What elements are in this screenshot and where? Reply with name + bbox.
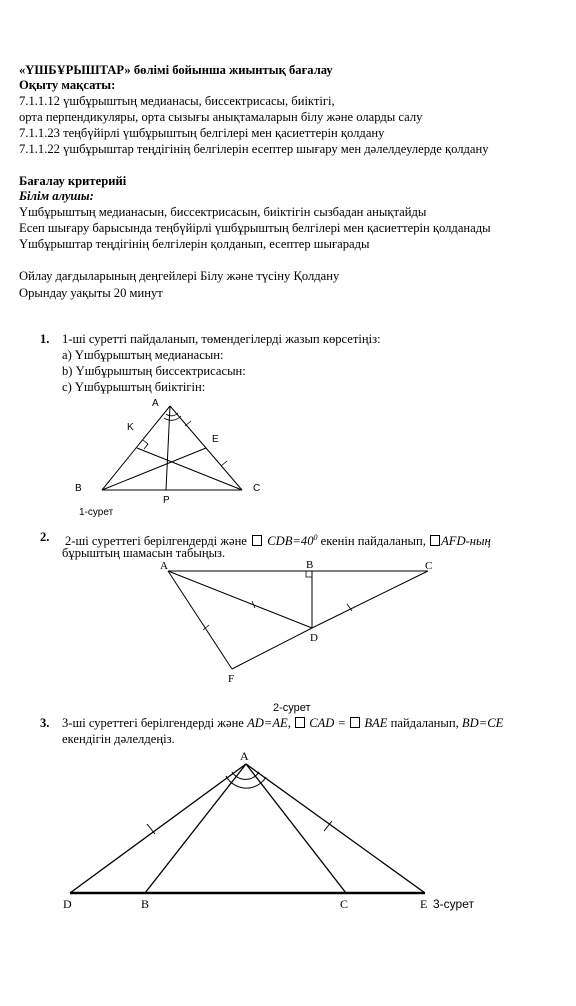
label-c: C	[425, 560, 433, 572]
goal-line: орта перпендикуляры, орта сызығы анықтамаларын білу және оларды салу	[19, 110, 423, 124]
q3-number: 3.	[40, 716, 50, 730]
q3-target: BD=CE	[461, 716, 504, 730]
label-d: D	[310, 632, 318, 644]
segment-ad	[70, 764, 246, 893]
q2-target: AFD-ның	[441, 534, 491, 549]
q2-text-line2: бұрыштың шамасын табыңыз.	[62, 546, 226, 560]
criteria-heading: Бағалау критерийі	[19, 174, 127, 188]
q1-item: b) Үшбұрыштың биссектрисасын:	[62, 364, 246, 378]
goal-line: 7.1.1.23 теңбүйірлі үшбұрыштың белгілері мен қасиеттерін қолдану	[19, 126, 385, 140]
q3-text-part: 3-ші суреттегі берілгендерді және	[62, 716, 244, 730]
figure-caption: 1-сурет	[79, 507, 114, 518]
q1-number: 1.	[40, 332, 50, 346]
q2-given: CDB=40	[267, 534, 314, 549]
segment-ab	[145, 764, 246, 893]
q1-item: a) Үшбұрыштың медианасын:	[62, 348, 224, 362]
q2-text-part: 2-ші суреттегі берілгендерді және	[65, 534, 247, 549]
label-c: C	[340, 897, 349, 911]
label-a: A	[240, 749, 249, 763]
q3-given: CAD =	[309, 716, 347, 730]
figure-caption: 3-сурет	[433, 897, 474, 911]
label-e: E	[420, 897, 428, 911]
label-b: B	[75, 483, 82, 494]
q3-given: BAE	[364, 716, 388, 730]
goal-line: 7.1.1.22 үшбұрыштар теңдігінің белгілерін есептер шығару мен дәлелдеулерде қолдану	[19, 142, 489, 156]
label-b: B	[306, 559, 314, 571]
label-c: C	[253, 483, 261, 494]
q3-text-line2: екендігін дәлелдеңіз.	[62, 732, 175, 746]
page-title: «ҮШБҰРЫШТАР» бөлімі бойынша жиынтық бағалау	[19, 63, 333, 77]
label-e: E	[212, 434, 219, 445]
label-f: F	[228, 673, 235, 685]
label-k: K	[127, 422, 134, 433]
criteria-item-text: Есеп шығару барысында теңбүйірлі үшбұрыштың белгілері мен қасиеттерін қолданады	[19, 221, 491, 235]
figure-caption: 2-сурет	[273, 702, 311, 714]
degree-sup: 0	[313, 533, 318, 542]
q2-text-part: екенін пайдаланып,	[320, 534, 426, 549]
goal-line: 7.1.1.12 үшбұрыштың медианасы, биссектрисасы, биіктігі,	[19, 94, 335, 108]
criteria-subheading: Білім алушы:	[19, 189, 94, 203]
label-p: P	[163, 495, 170, 506]
criteria-item-text: Үшбұрыштың медианасын, биссектрисасын, биіктігін сызбадан анықтайды	[19, 205, 427, 219]
q2-number: 2.	[40, 530, 50, 544]
label-d: D	[63, 897, 72, 911]
q1-text: 1-ші суретті пайдаланып, төмендегілерді жазып көрсетіңіз:	[62, 332, 381, 346]
label-a: A	[160, 560, 168, 572]
goals-heading: Оқыту мақсаты:	[19, 78, 116, 92]
label-b: B	[141, 897, 150, 911]
q1-item: c) Үшбұрыштың биіктігін:	[62, 380, 206, 394]
criteria-item-text: Үшбұрыштар теңдігінің белгілерін қолданып, есептер шығарады	[19, 237, 370, 251]
segment-ae	[246, 764, 425, 893]
q3-text-part: пайдаланып,	[390, 716, 459, 730]
tick-mark	[147, 824, 155, 834]
q3-given: AD=AE,	[247, 716, 291, 730]
time-limit: Орындау уақыты 20 минут	[19, 286, 163, 300]
thinking-levels: Ойлау дағдыларының деңгейлері Білу және түсіну Қолдану	[19, 269, 340, 283]
label-a: A	[152, 398, 159, 409]
